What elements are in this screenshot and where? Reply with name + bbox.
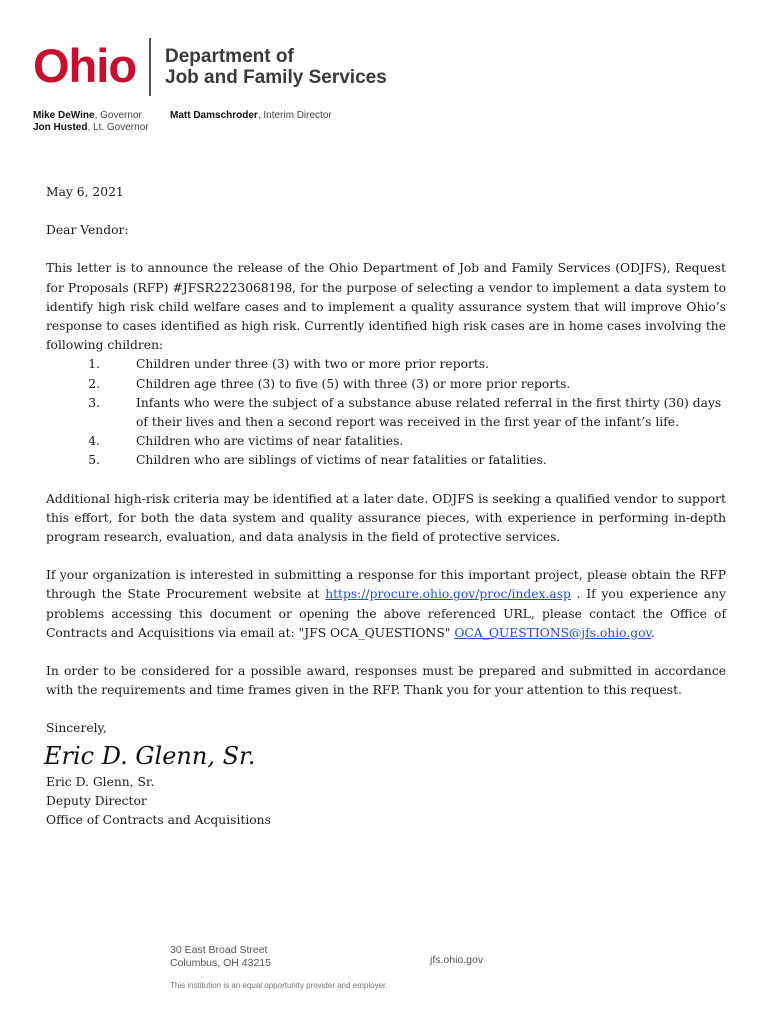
- department-name: [165, 46, 387, 88]
- list-text: Children who are siblings of victims of near fatalities or fatalities.: [136, 453, 547, 468]
- interest-text-end: .: [651, 625, 655, 640]
- interest-paragraph: [46, 566, 726, 643]
- letter-body: [46, 183, 726, 830]
- footer-website: jfs.ohio.gov: [430, 954, 484, 966]
- list-text: Children age three (3) to five (5) with three (3) or more prior reports.: [136, 376, 571, 391]
- intro-paragraph: This letter is to announce the release of the Ohio Department of Job and Family Services (ODJFS), Request for Proposals (RFP) #JFSR2223068198, for the purpose of selecting a vendor to implement a data system to identify high risk child welfare cases and to implement a quality assurance system that will improve Ohio’s response to cases identified as high risk. Currently identified high risk cases are in home cases involving the following children:: [46, 261, 726, 353]
- list-number: 5.: [88, 453, 100, 468]
- ohio-logo: Ohio: [33, 39, 137, 92]
- list-number: 4.: [88, 434, 100, 449]
- additional-criteria-paragraph: Additional high-risk criteria may be identified at a later date. ODJFS is seeking a qualified vendor to support this effort, for both the data system and quality assurance pieces, with experience in performing in-depth program research, evaluation, and data analysis in the field of protective services.: [46, 491, 726, 545]
- director-name: Matt Damschroder: [170, 110, 258, 121]
- governor-name: Mike DeWine: [33, 110, 95, 121]
- interest-text-start: If your organization is interested in submitting a response for this important project, please obtain the RFP through the State Procurement website at: [46, 568, 726, 602]
- letterhead: [33, 38, 733, 98]
- governor: [33, 110, 149, 122]
- lt-governor: [33, 122, 149, 134]
- logo-divider: [149, 38, 151, 96]
- list-item: [46, 451, 726, 470]
- criteria-list: [46, 355, 726, 470]
- list-item: [46, 375, 726, 394]
- department-line-2: Job and Family Services: [165, 67, 387, 88]
- department-line-1: Department of: [165, 46, 294, 67]
- list-item: [46, 394, 726, 432]
- governor-title: , Governor: [94, 110, 142, 121]
- list-number: 2.: [88, 376, 100, 391]
- address-line-1: 30 East Broad Street: [170, 944, 268, 956]
- agency-director: [170, 110, 332, 121]
- list-number: 1.: [88, 357, 100, 372]
- list-item: [46, 432, 726, 451]
- procurement-link[interactable]: https://procure.ohio.gov/proc/index.asp: [325, 587, 571, 602]
- signer-name: Eric D. Glenn, Sr.: [46, 774, 155, 789]
- interest-text-middle: . If you experience any problems accessing this document or opening the above referenced URL, please contact the Office of Contracts and Acquisitions via email at: "JFS OCA_QUESTIONS": [46, 587, 726, 640]
- signer-title: Deputy Director: [46, 793, 147, 808]
- address-line-2: Columbus, OH 43215: [170, 957, 271, 969]
- salutation: Dear Vendor:: [46, 223, 129, 238]
- list-number: 3.: [88, 395, 100, 410]
- state-officials: [33, 110, 149, 134]
- footer-address: [170, 944, 271, 970]
- list-text: Infants who were the subject of a substance abuse related referral in the first thirty (30) days of their lives and then a second report was received in the first year of the infant’s life.: [136, 395, 722, 430]
- director-title: , Interim Director: [257, 110, 332, 121]
- list-text: Children under three (3) with two or more prior reports.: [136, 357, 490, 372]
- closing-paragraph: In order to be considered for a possible award, responses must be prepared and submitted in accordance with the requirements and time frames given in the RFP. Thank you for your attention to this request.: [46, 664, 726, 698]
- sign-off: Sincerely,: [46, 721, 107, 736]
- list-item: [46, 355, 726, 374]
- equal-opportunity-statement: This institution is an equal opportunity provider and employer.: [170, 981, 388, 990]
- lt-governor-title: , Lt. Governor: [87, 122, 149, 133]
- email-link[interactable]: OCA_QUESTIONS@jfs.ohio.gov: [454, 625, 651, 640]
- letter-date: May 6, 2021: [46, 185, 124, 199]
- list-text: Children who are victims of near fatalities.: [136, 434, 404, 449]
- handwritten-signature: Eric D. Glenn, Sr.: [44, 741, 256, 770]
- lt-governor-name: Jon Husted: [33, 122, 88, 133]
- signer-office: Office of Contracts and Acquisitions: [46, 813, 271, 828]
